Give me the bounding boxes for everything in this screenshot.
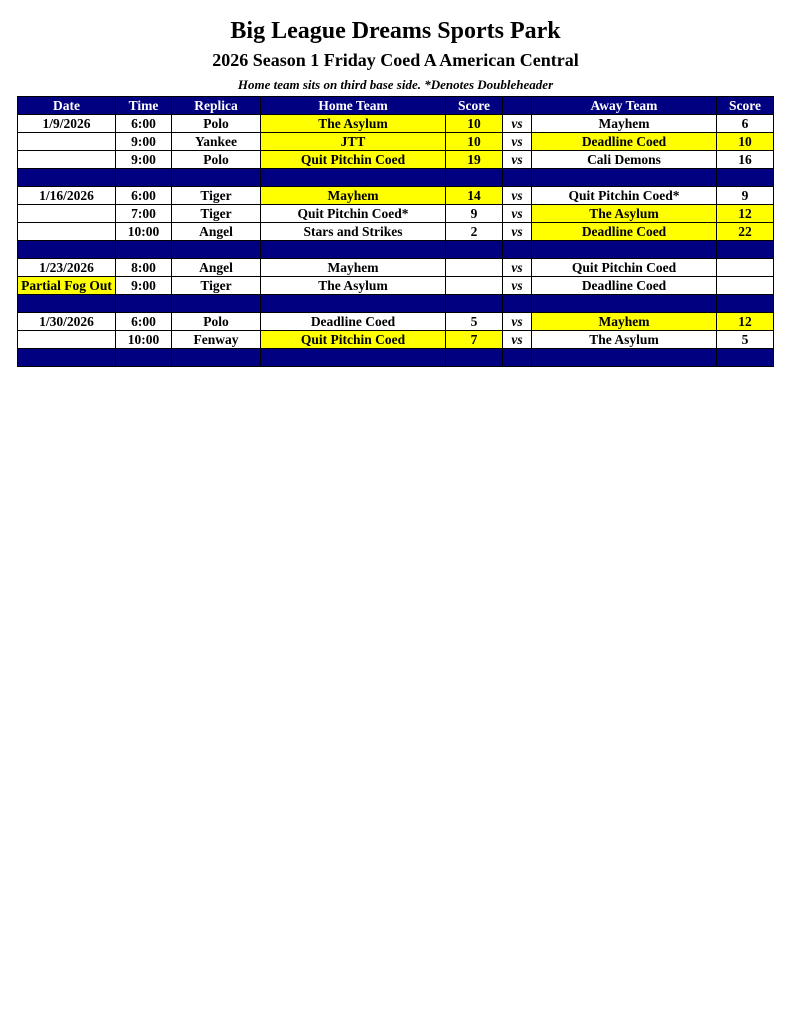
away-score-cell: 12 [717,313,774,331]
home-team-cell: Quit Pitchin Coed [261,331,446,349]
page-title: Big League Dreams Sports Park [230,18,561,44]
game-row [18,133,774,151]
replica-cell: Angel [172,223,261,241]
time-cell: 7:00 [116,205,172,223]
separator-cell [503,241,532,259]
separator-cell [503,169,532,187]
away-team-cell: Quit Pitchin Coed [532,259,717,277]
separator-cell [717,169,774,187]
time-cell: 10:00 [116,223,172,241]
home-score-cell: 9 [446,205,503,223]
time-cell: 6:00 [116,115,172,133]
time-cell: 8:00 [116,259,172,277]
separator-cell [503,295,532,313]
away-score-cell: 5 [717,331,774,349]
column-header-away-team: Away Team [532,97,717,115]
separator-cell [503,349,532,367]
separator-cell [532,349,717,367]
away-team-cell: The Asylum [532,331,717,349]
separator-cell [446,349,503,367]
vs-cell: vs [503,115,532,133]
separator-cell [18,169,116,187]
date-cell: 1/23/2026 [18,259,116,277]
separator-cell [116,349,172,367]
away-team-cell: Mayhem [532,313,717,331]
column-header-home-score: Score [446,97,503,115]
vs-cell: vs [503,187,532,205]
home-team-cell: Quit Pitchin Coed* [261,205,446,223]
game-row [18,115,774,133]
replica-cell: Polo [172,151,261,169]
vs-cell: vs [503,313,532,331]
home-score-cell: 10 [446,115,503,133]
date-cell: 1/9/2026 [18,115,116,133]
date-cell: 1/30/2026 [18,313,116,331]
away-team-cell: Deadline Coed [532,133,717,151]
date-cell [18,133,116,151]
date-cell [18,331,116,349]
home-score-cell: 14 [446,187,503,205]
column-header-time: Time [116,97,172,115]
away-score-cell: 10 [717,133,774,151]
home-score-cell [446,259,503,277]
separator-cell [261,169,446,187]
replica-cell: Tiger [172,187,261,205]
away-team-cell: Deadline Coed [532,223,717,241]
replica-cell: Tiger [172,205,261,223]
home-team-cell: Mayhem [261,259,446,277]
home-score-cell: 19 [446,151,503,169]
game-row [18,151,774,169]
away-score-cell: 22 [717,223,774,241]
home-score-cell [446,277,503,295]
separator-cell [116,295,172,313]
home-team-cell: Quit Pitchin Coed [261,151,446,169]
date-cell [18,205,116,223]
separator-cell [116,169,172,187]
home-team-cell: The Asylum [261,277,446,295]
replica-cell: Tiger [172,277,261,295]
table-header-row [18,97,774,115]
home-team-cell: The Asylum [261,115,446,133]
column-header-home-team: Home Team [261,97,446,115]
time-cell: 6:00 [116,187,172,205]
schedule-body [18,115,774,367]
away-score-cell: 16 [717,151,774,169]
vs-cell: vs [503,133,532,151]
away-score-cell [717,277,774,295]
page-subtitle: 2026 Season 1 Friday Coed A American Central [212,50,579,70]
home-score-cell: 2 [446,223,503,241]
separator-cell [446,169,503,187]
time-cell: 10:00 [116,331,172,349]
away-score-cell: 12 [717,205,774,223]
separator-cell [261,241,446,259]
separator-cell [172,349,261,367]
separator-cell [172,169,261,187]
home-team-cell: Mayhem [261,187,446,205]
date-cell [18,223,116,241]
replica-cell: Yankee [172,133,261,151]
separator-row [18,241,774,259]
game-row [18,331,774,349]
vs-cell: vs [503,277,532,295]
separator-cell [18,241,116,259]
column-header-away-score: Score [717,97,774,115]
vs-cell: vs [503,331,532,349]
vs-cell: vs [503,259,532,277]
separator-cell [116,241,172,259]
away-score-cell: 6 [717,115,774,133]
home-team-cell: JTT [261,133,446,151]
away-score-cell: 9 [717,187,774,205]
home-score-cell: 7 [446,331,503,349]
home-score-cell: 10 [446,133,503,151]
schedule-note: Home team sits on third base side. *Denotes Doubleheader [237,77,554,92]
time-cell: 9:00 [116,133,172,151]
separator-row [18,349,774,367]
date-cell: 1/16/2026 [18,187,116,205]
separator-cell [532,295,717,313]
column-header-date: Date [18,97,116,115]
separator-cell [532,169,717,187]
game-row [18,277,774,295]
home-team-cell: Deadline Coed [261,313,446,331]
away-team-cell: Deadline Coed [532,277,717,295]
away-team-cell: Cali Demons [532,151,717,169]
separator-cell [261,349,446,367]
game-row [18,205,774,223]
separator-cell [717,241,774,259]
game-row [18,223,774,241]
vs-cell: vs [503,205,532,223]
schedule-table [17,96,774,367]
separator-cell [172,295,261,313]
replica-cell: Polo [172,115,261,133]
separator-cell [717,349,774,367]
replica-cell: Fenway [172,331,261,349]
separator-row [18,295,774,313]
replica-cell: Angel [172,259,261,277]
separator-cell [532,241,717,259]
time-cell: 6:00 [116,313,172,331]
date-cell: Partial Fog Out [18,277,116,295]
vs-cell: vs [503,223,532,241]
separator-row [18,169,774,187]
vs-cell: vs [503,151,532,169]
game-row [18,313,774,331]
replica-cell: Polo [172,313,261,331]
game-row [18,187,774,205]
separator-cell [446,241,503,259]
home-team-cell: Stars and Strikes [261,223,446,241]
time-cell: 9:00 [116,277,172,295]
separator-cell [172,241,261,259]
separator-cell [717,295,774,313]
date-cell [18,151,116,169]
game-row [18,259,774,277]
column-header-vs [503,97,532,115]
away-team-cell: The Asylum [532,205,717,223]
column-header-replica: Replica [172,97,261,115]
separator-cell [261,295,446,313]
away-score-cell [717,259,774,277]
home-score-cell: 5 [446,313,503,331]
separator-cell [18,349,116,367]
time-cell: 9:00 [116,151,172,169]
away-team-cell: Mayhem [532,115,717,133]
away-team-cell: Quit Pitchin Coed* [532,187,717,205]
separator-cell [18,295,116,313]
separator-cell [446,295,503,313]
